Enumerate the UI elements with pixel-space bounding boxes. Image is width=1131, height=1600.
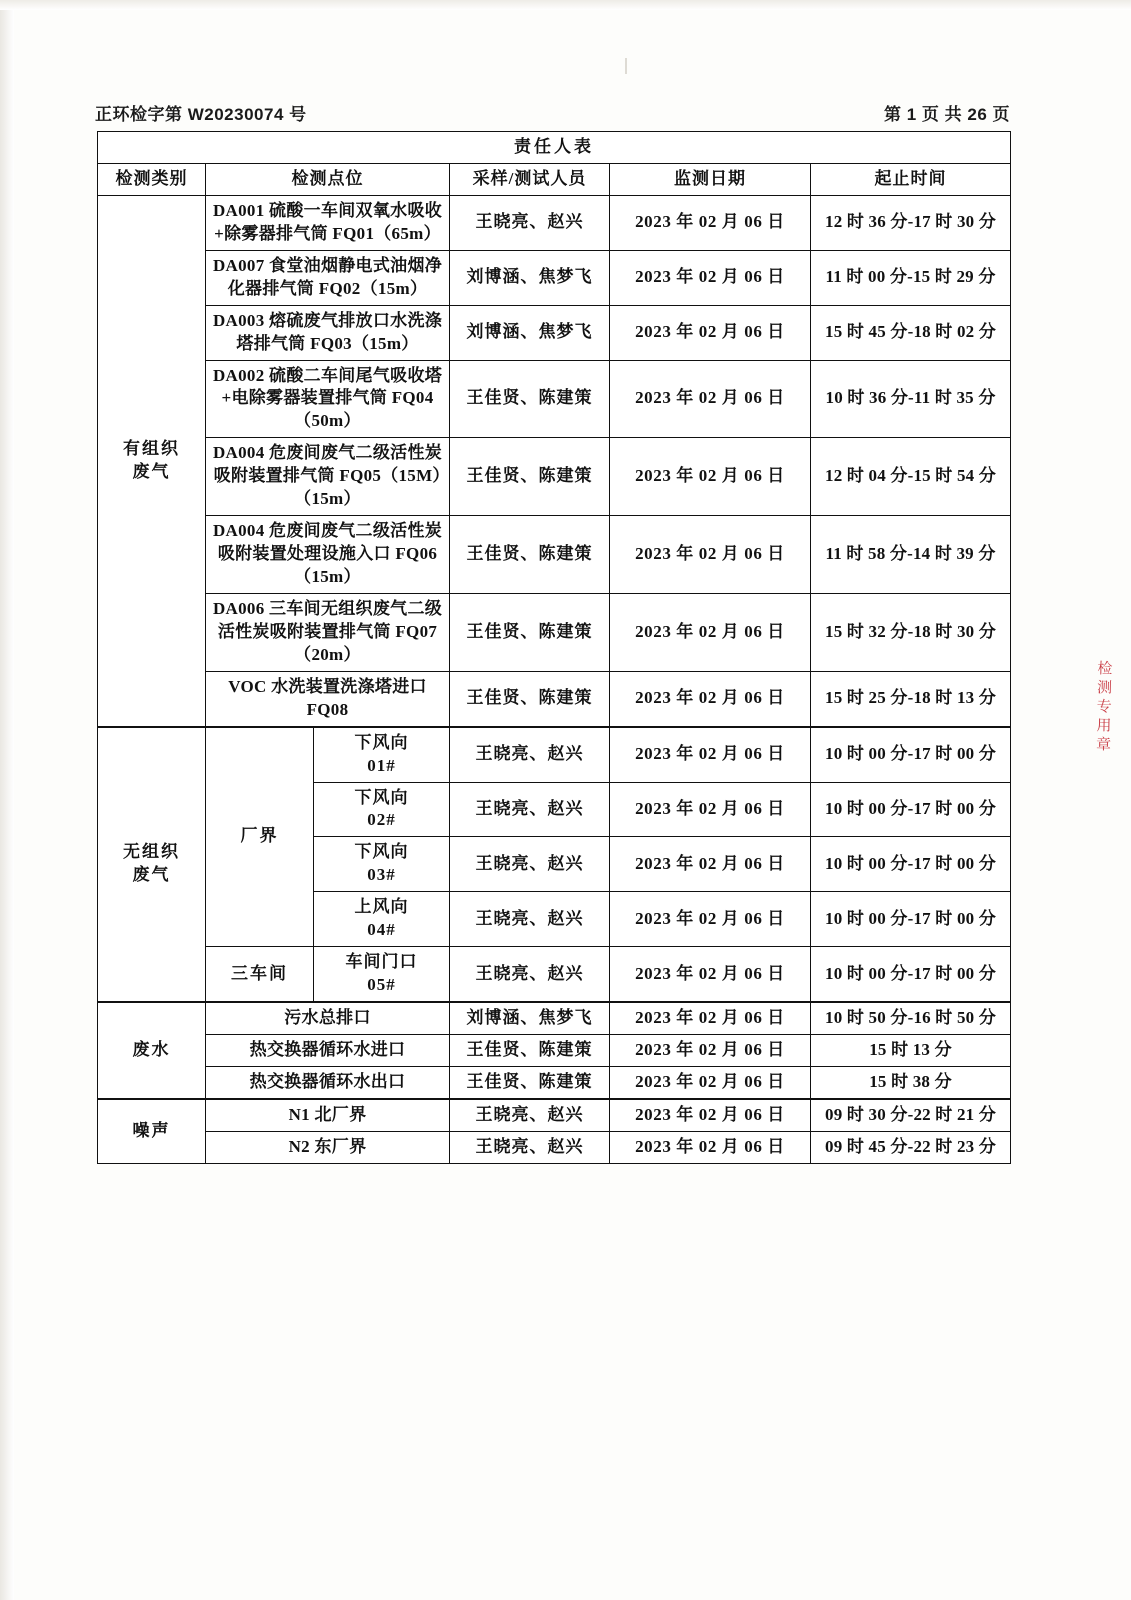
date-cell: 2023 年 02 月 06 日 (610, 1099, 811, 1131)
category-cell-noise: 噪声 (98, 1099, 206, 1163)
person-cell: 刘博涵、焦梦飞 (450, 305, 610, 360)
table-row (98, 1002, 1011, 1034)
column-header-point: 检测点位 (206, 163, 450, 195)
point-cell: 热交换器循环水进口 (206, 1034, 450, 1066)
time-cell: 09 时 45 分-22 时 23 分 (811, 1131, 1011, 1163)
time-cell: 15 时 45 分-18 时 02 分 (811, 305, 1011, 360)
category-cell-organized: 有组织 废气 (98, 195, 206, 726)
date-cell: 2023 年 02 月 06 日 (610, 1002, 811, 1034)
person-cell: 王佳贤、陈建策 (450, 671, 610, 726)
point-cell: DA004 危废间废气二级活性炭吸附装置处理设施入口 FQ06（15m） (206, 516, 450, 594)
time-cell: 12 时 36 分-17 时 30 分 (811, 195, 1011, 250)
time-cell: 10 时 00 分-17 时 00 分 (811, 782, 1011, 837)
responsible-person-table (97, 131, 1011, 1164)
page-number: 第 1 页 共 26 页 (884, 105, 1010, 124)
person-cell: 刘博涵、焦梦飞 (450, 250, 610, 305)
category-cell-wastewater: 废水 (98, 1002, 206, 1099)
point-cell: DA001 硫酸一车间双氧水吸收+除雾器排气筒 FQ01（65m） (206, 195, 450, 250)
column-header-category: 检测类别 (98, 163, 206, 195)
point-cell: 下风向 03# (314, 837, 450, 892)
scan-edge-left (0, 0, 14, 1600)
time-cell: 11 时 00 分-15 时 29 分 (811, 250, 1011, 305)
date-cell: 2023 年 02 月 06 日 (610, 305, 811, 360)
time-cell: 09 时 30 分-22 时 21 分 (811, 1099, 1011, 1131)
time-cell: 11 时 58 分-14 时 39 分 (811, 516, 1011, 594)
category-cell-unorganized: 无组织 废气 (98, 727, 206, 1002)
subgroup-label-boundary: 厂界 (206, 727, 314, 947)
date-cell: 2023 年 02 月 06 日 (610, 195, 811, 250)
date-cell: 2023 年 02 月 06 日 (610, 1066, 811, 1098)
person-cell: 王晓亮、赵兴 (450, 782, 610, 837)
table-row (98, 1131, 1011, 1163)
person-cell: 王佳贤、陈建策 (450, 593, 610, 671)
person-cell: 王晓亮、赵兴 (450, 195, 610, 250)
date-cell: 2023 年 02 月 06 日 (610, 516, 811, 594)
point-cell: VOC 水洗装置洗涤塔进口 FQ08 (206, 671, 450, 726)
person-cell: 王晓亮、赵兴 (450, 1131, 610, 1163)
person-cell: 王佳贤、陈建策 (450, 1066, 610, 1098)
subgroup-label-workshop3: 三车间 (206, 947, 314, 1002)
point-cell: DA007 食堂油烟静电式油烟净化器排气筒 FQ02（15m） (206, 250, 450, 305)
table-row (98, 516, 1011, 594)
table-row (98, 195, 1011, 250)
table-row (98, 947, 1011, 1002)
point-cell: 热交换器循环水出口 (206, 1066, 450, 1098)
red-stamp-text: 检测专用章 (1093, 659, 1112, 756)
point-cell: DA006 三车间无组织废气二级活性炭吸附装置排气筒 FQ07（20m） (206, 593, 450, 671)
table-title-row (98, 132, 1011, 164)
person-cell: 刘博涵、焦梦飞 (450, 1002, 610, 1034)
column-header-time: 起止时间 (811, 163, 1011, 195)
time-cell: 15 时 25 分-18 时 13 分 (811, 671, 1011, 726)
point-cell: DA003 熔硫废气排放口水洗涤塔排气筒 FQ03（15m） (206, 305, 450, 360)
date-cell: 2023 年 02 月 06 日 (610, 837, 811, 892)
date-cell: 2023 年 02 月 06 日 (610, 250, 811, 305)
point-cell: 上风向 04# (314, 892, 450, 947)
point-cell: 车间门口 05# (314, 947, 450, 1002)
person-cell: 王佳贤、陈建策 (450, 360, 610, 438)
date-cell: 2023 年 02 月 06 日 (610, 438, 811, 516)
table-column-header-row (98, 163, 1011, 195)
date-cell: 2023 年 02 月 06 日 (610, 671, 811, 726)
person-cell: 王佳贤、陈建策 (450, 516, 610, 594)
person-cell: 王晓亮、赵兴 (450, 892, 610, 947)
point-cell: 污水总排口 (206, 1002, 450, 1034)
time-cell: 15 时 32 分-18 时 30 分 (811, 593, 1011, 671)
table-row (98, 438, 1011, 516)
person-cell: 王晓亮、赵兴 (450, 1099, 610, 1131)
person-cell: 王晓亮、赵兴 (450, 947, 610, 1002)
table-row (98, 1099, 1011, 1131)
table-row (98, 250, 1011, 305)
person-cell: 王晓亮、赵兴 (450, 727, 610, 782)
time-cell: 10 时 00 分-17 时 00 分 (811, 947, 1011, 1002)
point-cell: 下风向 01# (314, 727, 450, 782)
point-cell: DA004 危废间废气二级活性炭吸附装置排气筒 FQ05（15M）（15m） (206, 438, 450, 516)
date-cell: 2023 年 02 月 06 日 (610, 947, 811, 1002)
table-row (98, 593, 1011, 671)
time-cell: 10 时 00 分-17 时 00 分 (811, 892, 1011, 947)
scan-edge-top (0, 0, 1131, 10)
column-header-person: 采样/测试人员 (450, 163, 610, 195)
table-row (98, 1066, 1011, 1098)
time-cell: 15 时 38 分 (811, 1066, 1011, 1098)
date-cell: 2023 年 02 月 06 日 (610, 892, 811, 947)
table-title: 责任人表 (98, 132, 1011, 164)
table-row (98, 360, 1011, 438)
time-cell: 10 时 00 分-17 时 00 分 (811, 727, 1011, 782)
person-cell: 王晓亮、赵兴 (450, 837, 610, 892)
time-cell: 10 时 00 分-17 时 00 分 (811, 837, 1011, 892)
document-number: 正环检字第 W20230074 号 (95, 105, 307, 124)
person-cell: 王佳贤、陈建策 (450, 438, 610, 516)
point-cell: N2 东厂界 (206, 1131, 450, 1163)
fold-mark (625, 58, 627, 74)
table-row (98, 727, 1011, 782)
point-cell: DA002 硫酸二车间尾气吸收塔+电除雾器装置排气筒 FQ04（50m） (206, 360, 450, 438)
date-cell: 2023 年 02 月 06 日 (610, 727, 811, 782)
date-cell: 2023 年 02 月 06 日 (610, 1034, 811, 1066)
time-cell: 15 时 13 分 (811, 1034, 1011, 1066)
date-cell: 2023 年 02 月 06 日 (610, 1131, 811, 1163)
table-row (98, 305, 1011, 360)
table-row (98, 671, 1011, 726)
column-header-date: 监测日期 (610, 163, 811, 195)
point-cell: 下风向 02# (314, 782, 450, 837)
page-header (95, 100, 1010, 125)
table-row (98, 1034, 1011, 1066)
date-cell: 2023 年 02 月 06 日 (610, 593, 811, 671)
date-cell: 2023 年 02 月 06 日 (610, 360, 811, 438)
point-cell: N1 北厂界 (206, 1099, 450, 1131)
time-cell: 10 时 50 分-16 时 50 分 (811, 1002, 1011, 1034)
time-cell: 12 时 04 分-15 时 54 分 (811, 438, 1011, 516)
time-cell: 10 时 36 分-11 时 35 分 (811, 360, 1011, 438)
date-cell: 2023 年 02 月 06 日 (610, 782, 811, 837)
person-cell: 王佳贤、陈建策 (450, 1034, 610, 1066)
